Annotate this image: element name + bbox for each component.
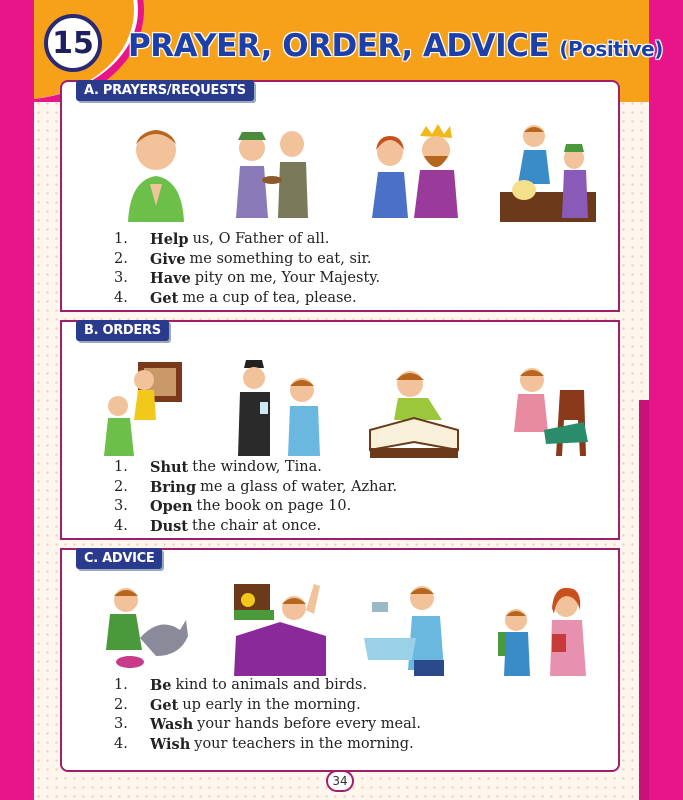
list-item: 1. Help us, O Father of all.: [114, 231, 330, 248]
list-item: 3. Wash your hands before every meal.: [114, 716, 421, 733]
orders-list: [114, 458, 397, 536]
section-label: C. ADVICE: [76, 548, 162, 569]
boy-praying-illustration: [106, 122, 202, 222]
section-orders: [60, 320, 620, 540]
list-item: 3. Open the book on page 10.: [114, 498, 352, 515]
girl-shutting-window-illustration: [98, 360, 194, 460]
list-item: 2. Bring me a glass of water, Azhar.: [114, 478, 398, 496]
section-advice: [60, 548, 620, 772]
list-item: 1. Be kind to animals and birds.: [114, 677, 368, 694]
boy-serving-tea-illustration: [500, 122, 596, 222]
illustrations-row: [62, 360, 618, 470]
boy-opening-book-illustration: [366, 360, 462, 460]
beggar-and-man-illustration: [222, 122, 318, 222]
section-prayers-requests: [60, 80, 620, 312]
left-frame: [0, 0, 34, 800]
page-title-subtitle: (Positive): [559, 37, 663, 61]
list-item: 1. Shut the window, Tina.: [114, 459, 322, 476]
boy-dusting-chair-illustration: [500, 360, 596, 460]
girl-waking-up-illustration: [230, 580, 326, 680]
list-item: 2. Give me something to eat, sir.: [114, 250, 372, 268]
section-label: A. PRAYERS/REQUESTS: [76, 80, 254, 101]
page-title-main: PRAYER, ORDER, ADVICE: [128, 28, 550, 64]
lesson-number-badge: 15: [44, 14, 102, 72]
page-number: 34: [326, 770, 354, 792]
list-item: 3. Have pity on me, Your Majesty.: [114, 270, 381, 287]
children-greeting-teacher-illustration: [496, 580, 592, 680]
girl-and-king-illustration: [364, 122, 460, 222]
servant-bringing-water-illustration: [230, 360, 326, 460]
illustrations-row: [62, 580, 618, 690]
prayers-list: [114, 230, 380, 308]
list-item: 4. Dust the chair at once.: [114, 517, 322, 535]
list-item: 4. Get me a cup of tea, please.: [114, 289, 357, 307]
right-frame: [649, 0, 683, 800]
right-frame-shade: [639, 400, 649, 800]
boy-feeding-cat-illustration: [100, 580, 196, 680]
list-item: 2. Get up early in the morning.: [114, 696, 361, 714]
illustrations-row: [62, 122, 618, 232]
boy-washing-hands-illustration: [364, 580, 460, 680]
page-title: [128, 28, 663, 64]
section-label: B. ORDERS: [76, 320, 169, 341]
advice-list: [114, 676, 421, 754]
list-item: 4. Wish your teachers in the morning.: [114, 735, 414, 753]
